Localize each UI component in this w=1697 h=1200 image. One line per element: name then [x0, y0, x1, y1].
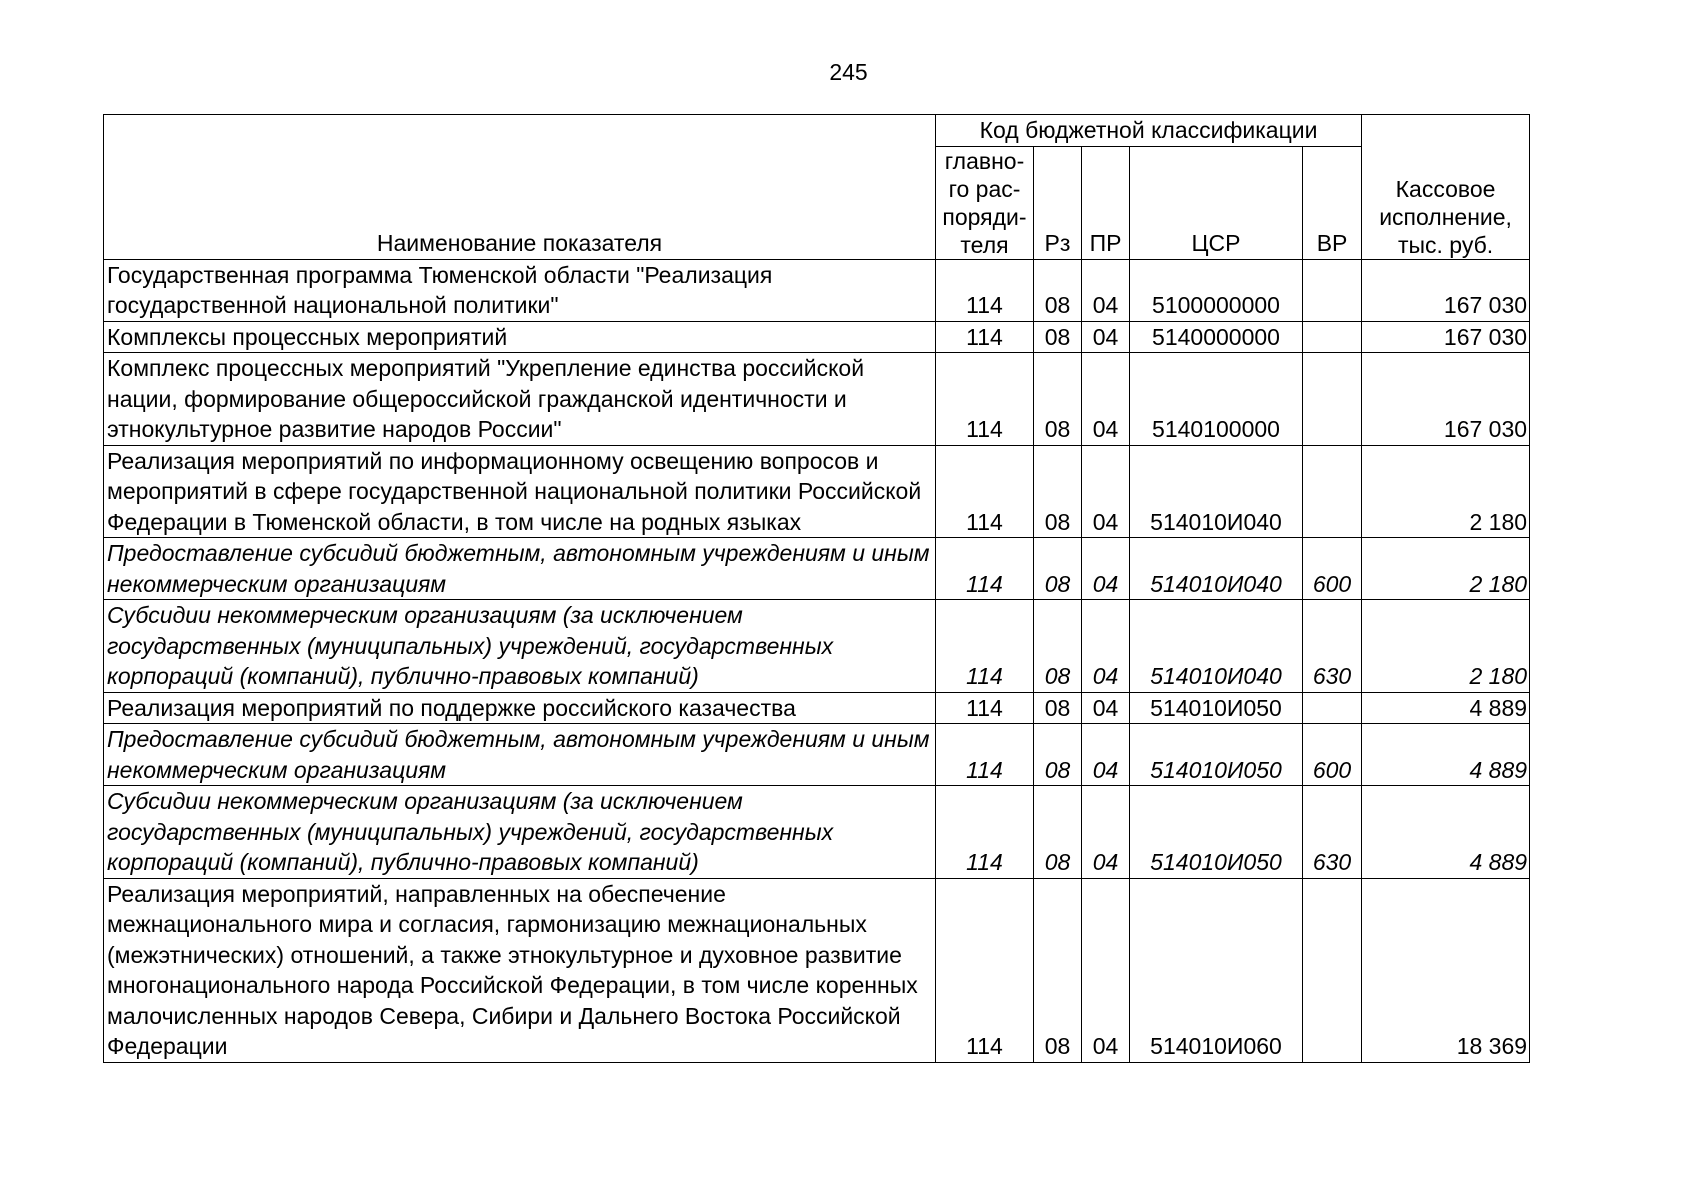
cell-vr — [1303, 259, 1362, 321]
cell-amount: 2 180 — [1362, 600, 1530, 693]
cell-csr: 514010И040 — [1130, 600, 1303, 693]
header-rz: Рз — [1034, 146, 1082, 259]
cell-rz: 08 — [1034, 786, 1082, 879]
table-row — [104, 445, 1530, 538]
cell-vr: 630 — [1303, 600, 1362, 693]
cell-name: Комплексы процессных мероприятий — [104, 321, 936, 353]
cell-vr — [1303, 692, 1362, 724]
cell-amount: 167 030 — [1362, 321, 1530, 353]
cell-csr: 514010И040 — [1130, 445, 1303, 538]
cell-rz: 08 — [1034, 878, 1082, 1062]
cell-amount: 4 889 — [1362, 786, 1530, 879]
cell-pr: 04 — [1082, 878, 1130, 1062]
cell-pr: 04 — [1082, 724, 1130, 786]
header-pr: ПР — [1082, 146, 1130, 259]
cell-csr: 514010И050 — [1130, 692, 1303, 724]
cell-glavny: 114 — [936, 321, 1034, 353]
cell-name: Предоставление субсидий бюджетным, автономным учреждениям и иным некоммерческим организациям — [104, 724, 936, 786]
page-number: 245 — [829, 59, 868, 85]
cell-rz: 08 — [1034, 600, 1082, 693]
cell-glavny: 114 — [936, 259, 1034, 321]
cell-vr — [1303, 353, 1362, 446]
table-row — [104, 321, 1530, 353]
cell-name: Комплекс процессных мероприятий "Укрепление единства российской нации, формирование общероссийской гражданской идентичности и этнокультурное развитие народов России" — [104, 353, 936, 446]
header-name: Наименование показателя — [104, 115, 936, 260]
cell-glavny: 114 — [936, 445, 1034, 538]
cell-csr: 5140000000 — [1130, 321, 1303, 353]
table-row — [104, 786, 1530, 879]
cell-vr: 630 — [1303, 786, 1362, 879]
cell-name: Реализация мероприятий, направленных на обеспечение межнационального мира и согласия, гармонизацию межнациональных (межэтнических) отношений, а также этнокультурное и духовное развитие многонационального народа Российской Федерации, в том числе коренных малочисленных народов Севера, Сибири и Дальнего Востока Российской Федерации — [104, 878, 936, 1062]
cell-rz: 08 — [1034, 353, 1082, 446]
cell-vr: 600 — [1303, 538, 1362, 600]
cell-glavny: 114 — [936, 786, 1034, 879]
table-row — [104, 724, 1530, 786]
cell-name: Субсидии некоммерческим организациям (за исключением государственных (муниципальных) учреждений, государственных корпораций (компаний), публично-правовых компаний) — [104, 786, 936, 879]
budget-table — [103, 114, 1530, 1063]
cell-name: Субсидии некоммерческим организациям (за исключением государственных (муниципальных) учреждений, государственных корпораций (компаний), публично-правовых компаний) — [104, 600, 936, 693]
cell-rz: 08 — [1034, 692, 1082, 724]
cell-pr: 04 — [1082, 259, 1130, 321]
table-row — [104, 353, 1530, 446]
cell-name: Реализация мероприятий по поддержке российского казачества — [104, 692, 936, 724]
header-amount: Кассовое исполнение, тыс. руб. — [1362, 115, 1530, 260]
cell-pr: 04 — [1082, 445, 1130, 538]
table-body — [104, 259, 1530, 1062]
cell-pr: 04 — [1082, 786, 1130, 879]
cell-csr: 514010И050 — [1130, 724, 1303, 786]
cell-rz: 08 — [1034, 724, 1082, 786]
cell-glavny: 114 — [936, 600, 1034, 693]
cell-glavny: 114 — [936, 353, 1034, 446]
cell-csr: 514010И040 — [1130, 538, 1303, 600]
cell-amount: 2 180 — [1362, 445, 1530, 538]
table-row — [104, 600, 1530, 693]
cell-glavny: 114 — [936, 724, 1034, 786]
cell-vr — [1303, 878, 1362, 1062]
cell-csr: 5100000000 — [1130, 259, 1303, 321]
cell-name: Предоставление субсидий бюджетным, автономным учреждениям и иным некоммерческим организациям — [104, 538, 936, 600]
cell-name: Государственная программа Тюменской области "Реализация государственной национальной политики" — [104, 259, 936, 321]
table-row — [104, 878, 1530, 1062]
cell-pr: 04 — [1082, 692, 1130, 724]
cell-pr: 04 — [1082, 538, 1130, 600]
cell-amount: 4 889 — [1362, 724, 1530, 786]
cell-amount: 167 030 — [1362, 353, 1530, 446]
table-row — [104, 692, 1530, 724]
cell-amount: 167 030 — [1362, 259, 1530, 321]
cell-pr: 04 — [1082, 600, 1130, 693]
cell-csr: 514010И050 — [1130, 786, 1303, 879]
header-code-group: Код бюджетной классификации — [936, 115, 1362, 147]
cell-vr: 600 — [1303, 724, 1362, 786]
cell-csr: 514010И060 — [1130, 878, 1303, 1062]
cell-name: Реализация мероприятий по информационному освещению вопросов и мероприятий в сфере государственной национальной политики Российской Федерации в Тюменской области, в том числе на родных языках — [104, 445, 936, 538]
cell-rz: 08 — [1034, 259, 1082, 321]
header-csr: ЦСР — [1130, 146, 1303, 259]
cell-vr — [1303, 445, 1362, 538]
cell-rz: 08 — [1034, 445, 1082, 538]
cell-rz: 08 — [1034, 538, 1082, 600]
cell-amount: 2 180 — [1362, 538, 1530, 600]
cell-vr — [1303, 321, 1362, 353]
header-vr: ВР — [1303, 146, 1362, 259]
table-row — [104, 538, 1530, 600]
cell-glavny: 114 — [936, 692, 1034, 724]
header-glavny: главно-го рас-поряди-теля — [936, 146, 1034, 259]
table-row — [104, 259, 1530, 321]
cell-pr: 04 — [1082, 321, 1130, 353]
cell-glavny: 114 — [936, 538, 1034, 600]
cell-glavny: 114 — [936, 878, 1034, 1062]
cell-pr: 04 — [1082, 353, 1130, 446]
cell-rz: 08 — [1034, 321, 1082, 353]
cell-amount: 18 369 — [1362, 878, 1530, 1062]
cell-csr: 5140100000 — [1130, 353, 1303, 446]
table-header — [104, 115, 1530, 260]
cell-amount: 4 889 — [1362, 692, 1530, 724]
